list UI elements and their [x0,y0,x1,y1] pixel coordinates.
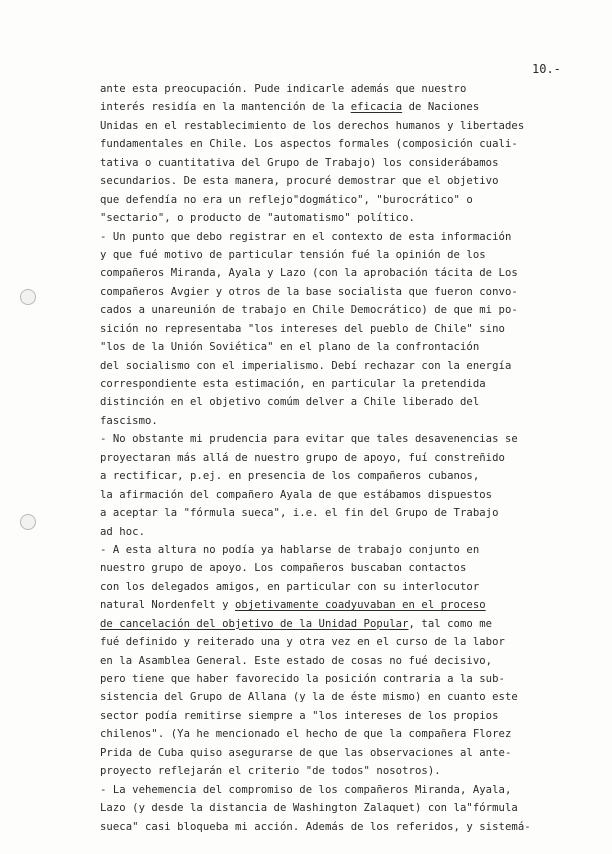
text-segment: distinción en el objetivo comúm delver a Chile liberado del [100,396,480,409]
punch-hole-bottom [20,514,36,530]
text-line [100,117,600,135]
text-line [100,283,600,301]
text-segment: Unidas en el restablecimiento de los derechos humanos y libertades [100,119,525,132]
text-line [100,504,600,522]
text-line [100,320,600,338]
text-segment: - La vehemencia del compromiso de los compañeros Miranda, Ayala, [100,783,512,796]
text-line [100,80,600,98]
text-line [100,762,600,780]
text-segment: , tal como me [408,617,493,630]
underlined-text: de cancelación del objetivo de la Unidad Popular [100,617,409,630]
text-line [100,467,600,485]
text-segment: a rectificar, p.ej. en presencia de los compañeros cubanos, [100,470,480,483]
text-line [100,246,600,264]
text-line [100,707,600,725]
text-line [100,393,600,411]
text-line [100,172,600,190]
text-line [100,228,600,246]
text-line [100,154,600,172]
text-segment: Prida de Cuba quiso asegurarse de que las observaciones al ante- [100,746,512,759]
text-segment: en la Asamblea General. Este estado de cosas no fué decisivo, [100,654,493,667]
text-segment: ad hoc. [100,525,145,538]
underlined-text: objetivamente coadyuvaban en el proceso [235,599,486,612]
text-segment: pero tiene que haber favorecido la posición contraria a la sub- [100,673,505,685]
text-line [100,430,600,448]
body-text [100,80,600,836]
text-line [100,559,600,577]
text-line [100,615,600,633]
text-segment: interés residía en la mantención de la [100,101,351,114]
text-segment: secundarios. De esta manera, procuré demostrar que el objetivo [100,175,499,188]
text-segment: con los delegados amigos, en particular con su interlocutor [100,580,480,593]
text-segment: natural Nordenfelt y [100,599,235,612]
text-segment: proyecto reflejarán el criterio "de todos" nosotros). [100,765,441,778]
text-segment: correspondiente esta estimación, en particular la pretendida [100,378,486,390]
text-segment: la afirmación del compañero Ayala de que estábamos dispuestos [100,488,493,501]
text-segment: - A esta altura no podía ya hablarse de trabajo conjunto en [100,543,480,556]
text-segment: fascismo. [100,414,158,427]
text-line [100,633,600,651]
text-segment: fué definido y reiterado una y otra vez en el curso de la labor [100,636,505,649]
text-line [100,191,600,209]
text-line [100,135,600,153]
text-line [100,98,600,116]
text-line [100,486,600,504]
text-line [100,596,600,614]
text-segment: sistencia del Grupo de Allana (y la de éste mismo) en cuanto este [100,691,518,704]
text-line [100,523,600,541]
text-segment: - Un punto que debo registrar en el contexto de esta información [100,230,512,243]
text-line [100,578,600,596]
text-segment: compañeros Miranda, Ayala y Lazo (con la aprobación tácita de Los [100,267,518,280]
text-line [100,264,600,282]
text-line [100,781,600,799]
text-segment: a aceptar la "fórmula sueca", i.e. el fin del Grupo de Trabajo [100,507,499,520]
text-segment: y que fué motivo de particular tensión fué la opinión de los [100,248,486,261]
text-line [100,209,600,227]
text-line [100,799,600,817]
text-line [100,301,600,319]
text-line [100,449,600,467]
text-segment: del socialismo con el imperialismo. Debí rechazar con la energía [100,359,512,372]
text-segment: - No obstante mi prudencia para evitar que tales desavenencias se [100,433,518,446]
text-segment: chilenos". (Ya he mencionado el hecho de que la compañera Florez [100,728,512,741]
text-segment: que defendía no era un reflejo"dogmático", "burocrático" o [100,193,473,206]
text-line [100,357,600,375]
text-line [100,670,600,688]
text-segment: tativa o cuantitativa del Grupo de Trabajo) los considerábamos [100,156,499,169]
text-line [100,412,600,430]
text-segment: cados a unareunión de trabajo en Chile Democrático) de que mi po- [100,304,518,317]
text-segment: sición no representaba "los intereses del pueblo de Chile" sino [100,322,505,335]
text-segment: "sectario", o producto de "automatismo" político. [100,212,415,225]
text-segment: Lazo (y desde la distancia de Washington Zalaquet) con la"fórmula [100,802,518,815]
text-line [100,818,600,836]
text-segment: de Naciones [402,101,480,114]
text-line [100,725,600,743]
underlined-text: eficacia [350,101,403,114]
text-segment: "los de la Unión Soviética" en el plano de la confrontación [100,341,480,354]
text-line [100,652,600,670]
text-segment: compañeros Avgier y otros de la base socialista que fueron convo- [100,285,518,298]
text-line [100,375,600,393]
text-segment: ante esta preocupación. Pude indicarle además que nuestro [100,83,467,95]
text-line [100,338,600,356]
text-segment: sector podía remitirse siempre a "los intereses de los propios [100,709,499,722]
text-line [100,541,600,559]
punch-hole-top [20,289,36,305]
text-segment: proyectaran más allá de nuestro grupo de apoyo, fuí constreñido [100,451,505,464]
text-line [100,744,600,762]
page-number: 10.- [532,62,561,76]
text-segment: nuestro grupo de apoyo. Los compañeros buscaban contactos [100,562,467,575]
text-segment: fundamentales en Chile. Los aspectos formales (composición cuali- [100,138,518,151]
text-line [100,688,600,706]
text-segment: sueca" casi bloqueba mi acción. Además de los referidos, y sistemá- [100,820,531,833]
